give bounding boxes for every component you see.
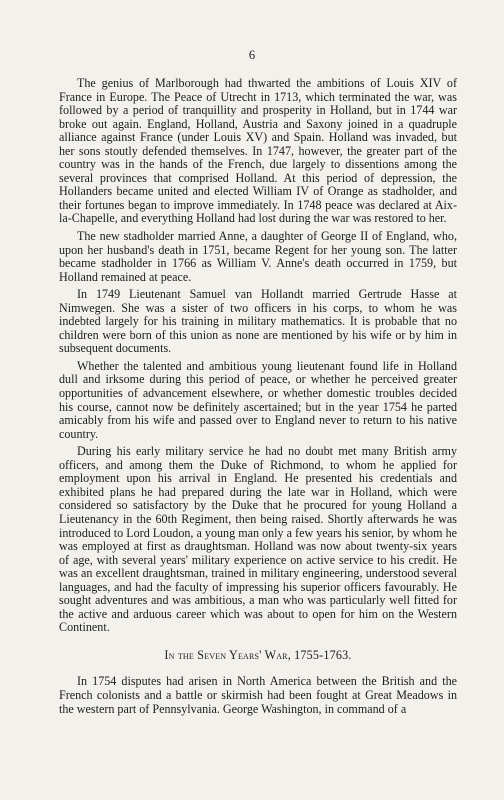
paragraph: Whether the talented and ambitious young lieutenant found life in Holland dull and irksome during this period of peace, or whether he perceived greater opportunities of advancement elsewhere, or whether domestic troubles decided his course, cannot now be definitely ascertained; but in the year 1754 he parted amicably from his wife and passed over to England never to return to his native country. <box>59 358 457 441</box>
page-number: 6 <box>248 48 256 62</box>
body-text <box>59 77 457 720</box>
section-heading: In the Seven Years' War, 1755-1763. <box>164 647 352 662</box>
paragraph: In 1749 Lieutenant Samuel van Hollandt married Gertrude Hasse at Nimwegen. She was a sister of two officers in his corps, to whom he was indebted largely for his training in military mathematics. It is probable that no children were born of this union as none are mentioned by his wife or by him in subsequent documents. <box>59 287 457 356</box>
paragraph: During his early military service he had no doubt met many British army officers, and among them the Duke of Richmond, to whom he applied for employment upon his arrival in England. He presented his credentials and exhibited plans he had prepared during the late war in Holland, which were considered so satisfactory by the Duke that he procured for young Holland a Lieutenancy in the 60th Regiment, then being raised. Shortly afterwards he was introduced to Lord Loudon, a young man only a few years his senior, by whom he was employed at first as draughtsman. Holland was now about twenty-six years of age, with several years' military experience on active service to his credit. He was an excellent draughtsman, trained in military engineering, understood several languages, and had the faculty of impressing his superior officers favourably. He sought adventures and was ambitious, a man who was particularly well fitted for the active and arduous career which was about to open for him on the Western Continent. <box>59 444 457 635</box>
paragraph: The new stadholder married Anne, a daughter of George II of England, who, upon her husband's death in 1751, became Regent for her young son. The latter became stadholder in 1766 as William V. Anne's death occurred in 1759, but Holland remained at peace. <box>59 229 457 284</box>
paragraph: In 1754 disputes had arisen in North America between the British and the French colonists and a battle or skirmish had been fought at Great Meadows in the western part of Pennsylvania. George Washington, in command of a <box>59 674 457 716</box>
paragraph: The genius of Marlborough had thwarted the ambitions of Louis XIV of France in Europe. The Peace of Utrecht in 1713, which terminated the war, was followed by a period of tranquillity and prosperity in Holland, but in 1744 war broke out again. England, Holland, Austria and Saxony joined in a quadruple alliance against France (under Louis XV) and Spain. Holland was invaded, but her sons stoutly defended themselves. In 1747, however, the greater part of the country was in the hands of the French, due largely to dissentions among the several provinces that comprised Holland. At this period of depression, the Hollanders became united and elected William IV of Orange as stadholder, and their fortunes began to improve immediately. In 1748 peace was declared at Aix-la-Chapelle, and everything Holland had lost during the war was restored to her. <box>59 76 457 226</box>
